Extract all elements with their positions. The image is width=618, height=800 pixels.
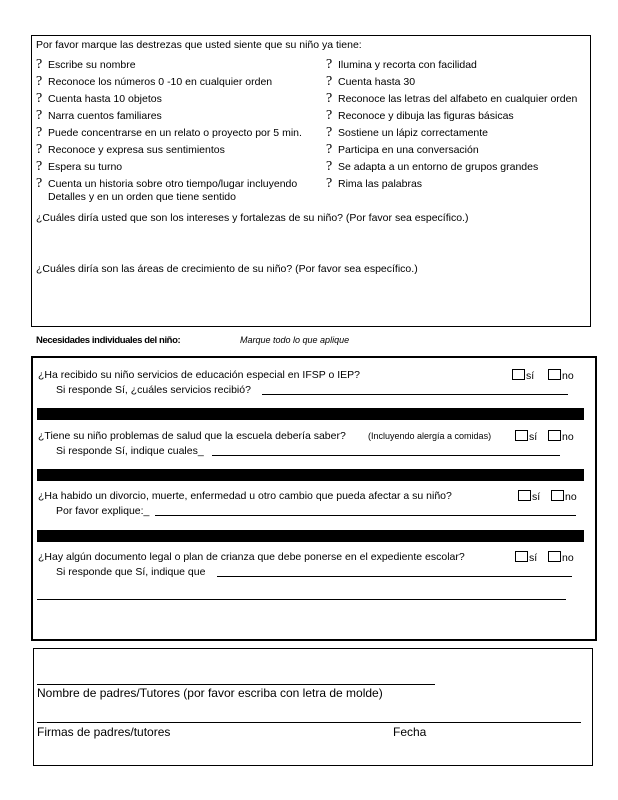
checkbox-icon	[548, 430, 561, 441]
question-mark-icon: ?	[36, 125, 43, 140]
followup-legal-document-field[interactable]	[217, 576, 572, 577]
question-mark-icon: ?	[326, 74, 333, 89]
question-special-education: ¿Ha recibido su niño servicios de educación especial en IFSP o IEP?	[38, 369, 360, 381]
question-mark-icon: ?	[36, 176, 43, 191]
followup-health-label: Si responde Sí, indique cuales_	[56, 445, 204, 457]
question-mark-icon: ?	[36, 91, 43, 106]
checkbox-special-education-no[interactable]: no	[548, 369, 574, 382]
skill-checkbox-groups[interactable]: ? Se adapta a un entorno de grupos grandes	[326, 159, 539, 174]
checkbox-health-no[interactable]: no	[548, 430, 574, 443]
skill-checkbox-story[interactable]: ? Cuenta un historia sobre otro tiempo/lugar incluyendo	[36, 176, 298, 191]
skill-checkbox-feelings[interactable]: ? Reconoce y expresa sus sentimientos	[36, 142, 225, 157]
followup-legal-document-label: Si responde que Sí, indique que	[56, 566, 206, 578]
question-growth: ¿Cuáles diría son las áreas de crecimiento de su niño? (Por favor sea específico.)	[36, 263, 418, 275]
parent-signature-field[interactable]	[37, 722, 581, 723]
question-legal-document: ¿Hay algún documento legal o plan de crianza que debe ponerse en el expediente escolar?	[38, 551, 465, 563]
skill-checkbox-color-cut[interactable]: ? Ilumina y recorta con facilidad	[326, 57, 477, 72]
checkbox-icon	[551, 490, 564, 501]
skills-intro: Por favor marque las destrezas que usted siente que su niño ya tiene:	[36, 39, 362, 51]
question-health-note: (Incluyendo alergía a comidas)	[368, 431, 492, 441]
checkbox-icon	[515, 551, 528, 562]
followup-special-education-label: Si responde Sí, ¿cuáles servicios recibió?	[56, 384, 251, 396]
skill-checkbox-narrate[interactable]: ? Narra cuentos familiares	[36, 108, 162, 123]
parent-signature-label: Firmas de padres/tutores	[37, 725, 171, 739]
date-label: Fecha	[393, 725, 427, 739]
skill-story-continuation: Detalles y en un orden que tiene sentido	[48, 191, 236, 203]
question-health: ¿Tiene su niño problemas de salud que la escuela debería saber?	[38, 430, 346, 442]
skill-checkbox-wait-turn[interactable]: ? Espera su turno	[36, 159, 123, 174]
question-mark-icon: ?	[36, 159, 43, 174]
skill-checkbox-alphabet[interactable]: ? Reconoce las letras del alfabeto en cualquier orden	[326, 91, 578, 106]
skill-checkbox-pencil[interactable]: ? Sostiene un lápiz correctamente	[326, 125, 488, 140]
divider-bar	[37, 408, 584, 420]
skill-checkbox-numbers[interactable]: ? Reconoce los números 0 -10 en cualquier orden	[36, 74, 273, 89]
answer-interests-area[interactable]	[36, 226, 586, 260]
parent-name-field[interactable]	[37, 684, 435, 685]
skill-checkbox-write-name[interactable]: ? Escribe su nombre	[36, 57, 136, 72]
question-mark-icon: ?	[326, 159, 333, 174]
followup-family-change-label: Por favor explique:_	[56, 505, 150, 517]
needs-instruction: Marque todo lo que aplique	[240, 335, 350, 345]
question-mark-icon: ?	[326, 108, 333, 123]
checkbox-icon	[512, 369, 525, 380]
question-interests: ¿Cuáles diría usted que son los intereses y fortalezas de su niño? (Por favor sea específico.)	[36, 212, 469, 224]
checkbox-icon	[518, 490, 531, 501]
question-mark-icon: ?	[326, 142, 333, 157]
followup-special-education-field[interactable]	[262, 394, 568, 395]
skill-checkbox-concentrate[interactable]: ? Puede concentrarse en un relato o proyecto por 5 min.	[36, 125, 302, 140]
checkbox-icon	[548, 369, 561, 380]
question-mark-icon: ?	[326, 125, 333, 140]
divider-bar	[37, 530, 584, 542]
signature-section	[33, 648, 593, 766]
followup-health-field[interactable]	[212, 455, 560, 456]
checkbox-icon	[548, 551, 561, 562]
skill-checkbox-shapes[interactable]: ? Reconoce y dibuja las figuras básicas	[326, 108, 514, 123]
question-mark-icon: ?	[36, 142, 43, 157]
question-family-change: ¿Ha habido un divorcio, muerte, enfermedad u otro cambio que pueda afectar a su niño?	[38, 490, 452, 502]
checkbox-family-change-no[interactable]: no	[551, 490, 577, 503]
question-mark-icon: ?	[36, 57, 43, 72]
followup-legal-document-field-2[interactable]	[37, 599, 566, 600]
skill-checkbox-rhyme[interactable]: ? Rima las palabras	[326, 176, 423, 191]
skill-checkbox-conversation[interactable]: ? Participa en una conversación	[326, 142, 479, 157]
checkbox-legal-document-no[interactable]: no	[548, 551, 574, 564]
needs-heading: Necesidades individuales del niño:	[36, 335, 181, 346]
question-mark-icon: ?	[326, 176, 333, 191]
checkbox-health-yes[interactable]: sí	[515, 430, 537, 443]
checkbox-family-change-yes[interactable]: sí	[518, 490, 540, 503]
followup-family-change-field[interactable]	[155, 515, 576, 516]
checkbox-special-education-yes[interactable]: sí	[512, 369, 534, 382]
question-mark-icon: ?	[326, 57, 333, 72]
parent-name-label: Nombre de padres/Tutores (por favor escriba con letra de molde)	[37, 686, 383, 700]
checkbox-legal-document-yes[interactable]: sí	[515, 551, 537, 564]
answer-growth-area[interactable]	[36, 277, 586, 323]
question-mark-icon: ?	[326, 91, 333, 106]
divider-bar	[37, 469, 584, 481]
checkbox-icon	[515, 430, 528, 441]
question-mark-icon: ?	[36, 74, 43, 89]
skill-checkbox-count-10[interactable]: ? Cuenta hasta 10 objetos	[36, 91, 162, 106]
question-mark-icon: ?	[36, 108, 43, 123]
skill-checkbox-count-30[interactable]: ? Cuenta hasta 30	[326, 74, 416, 89]
